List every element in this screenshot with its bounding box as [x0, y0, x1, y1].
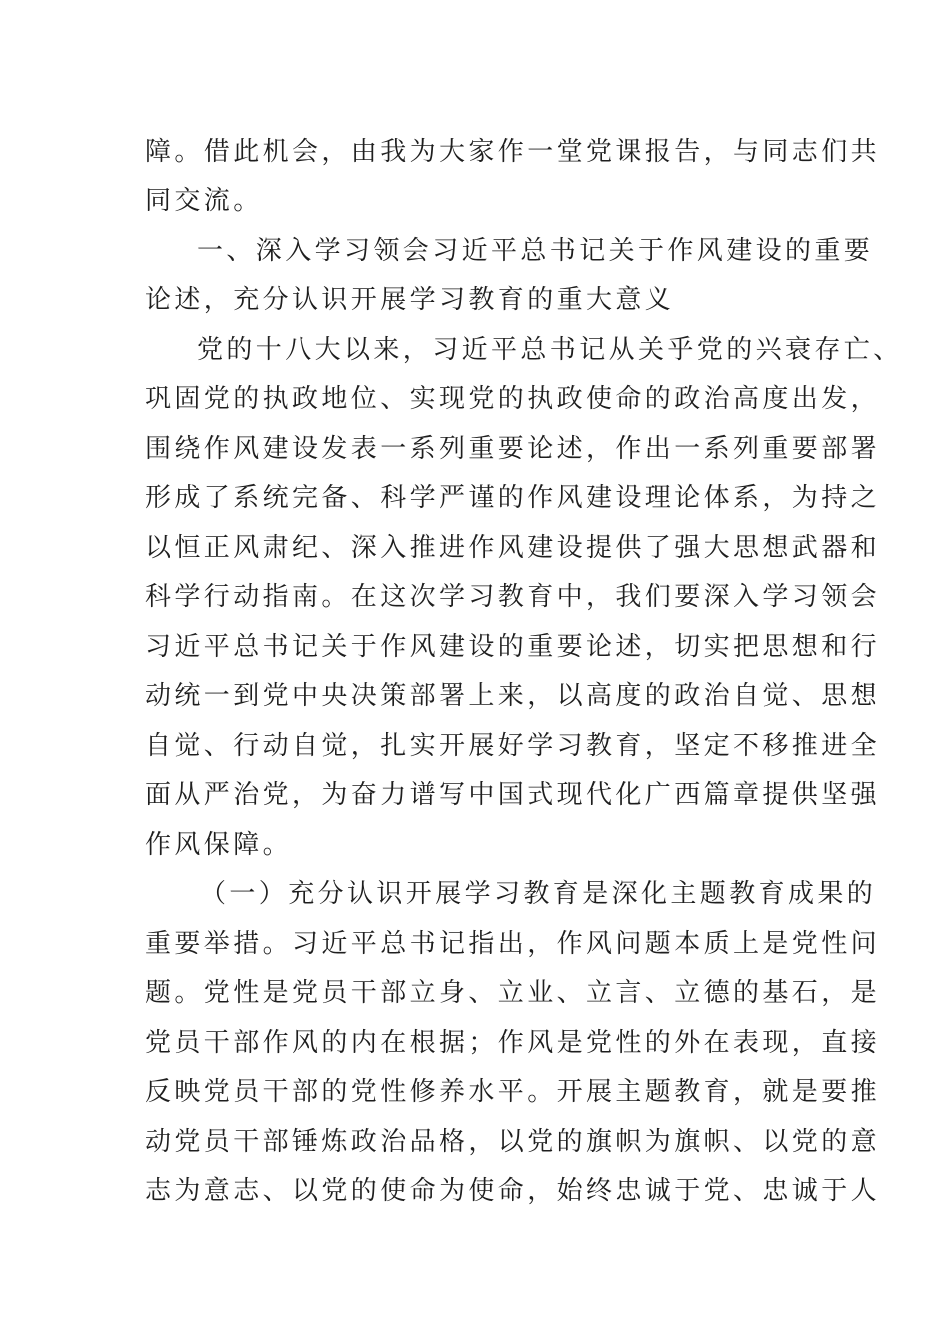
text-line: 围绕作风建设发表一系列重要论述，作出一系列重要部署	[145, 434, 881, 464]
text-line: 重要举措。习近平总书记指出，作风问题本质上是党性问	[145, 929, 881, 959]
text-line: 动统一到党中央决策部署上来，以高度的政治自觉、思想	[145, 681, 881, 711]
section-heading: 论述，充分认识开展学习教育的重大意义	[145, 285, 675, 315]
text-line: 形成了系统完备、科学严谨的作风建设理论体系，为持之	[145, 483, 881, 513]
text-line: 动党员干部锤炼政治品格，以党的旗帜为旗帜、以党的意	[145, 1127, 881, 1157]
text-line: 自觉、行动自觉，扎实开展好学习教育，坚定不移推进全	[145, 731, 881, 761]
text-line: 以恒正风肃纪、深入推进作风建设提供了强大思想武器和	[145, 533, 881, 563]
text-line: 党的十八大以来，习近平总书记从关乎党的兴衰存亡、	[197, 335, 903, 365]
text-line: 面从严治党，为奋力谱写中国式现代化广西篇章提供坚强	[145, 780, 881, 810]
section-heading: 一、深入学习领会习近平总书记关于作风建设的重要	[197, 236, 874, 266]
text-line: 志为意志、以党的使命为使命，始终忠诚于党、忠诚于人	[145, 1176, 881, 1206]
text-line: 障。借此机会，由我为大家作一堂党课报告，与同志们共	[145, 137, 881, 167]
text-line: 题。党性是党员干部立身、立业、立言、立德的基石，是	[145, 978, 881, 1008]
text-line: 反映党员干部的党性修养水平。开展主题教育，就是要推	[145, 1077, 881, 1107]
text-line: 党员干部作风的内在根据；作风是党性的外在表现，直接	[145, 1028, 881, 1058]
text-line: 同交流。	[145, 186, 263, 216]
subsection-heading: （一）充分认识开展学习教育是深化主题教育成果的	[200, 879, 877, 909]
text-line: 习近平总书记关于作风建设的重要论述，切实把思想和行	[145, 632, 881, 662]
text-line: 巩固党的执政地位、实现党的执政使命的政治高度出发，	[145, 384, 881, 414]
text-line: 作风保障。	[145, 830, 293, 860]
text-line: 科学行动指南。在这次学习教育中，我们要深入学习领会	[145, 582, 881, 612]
